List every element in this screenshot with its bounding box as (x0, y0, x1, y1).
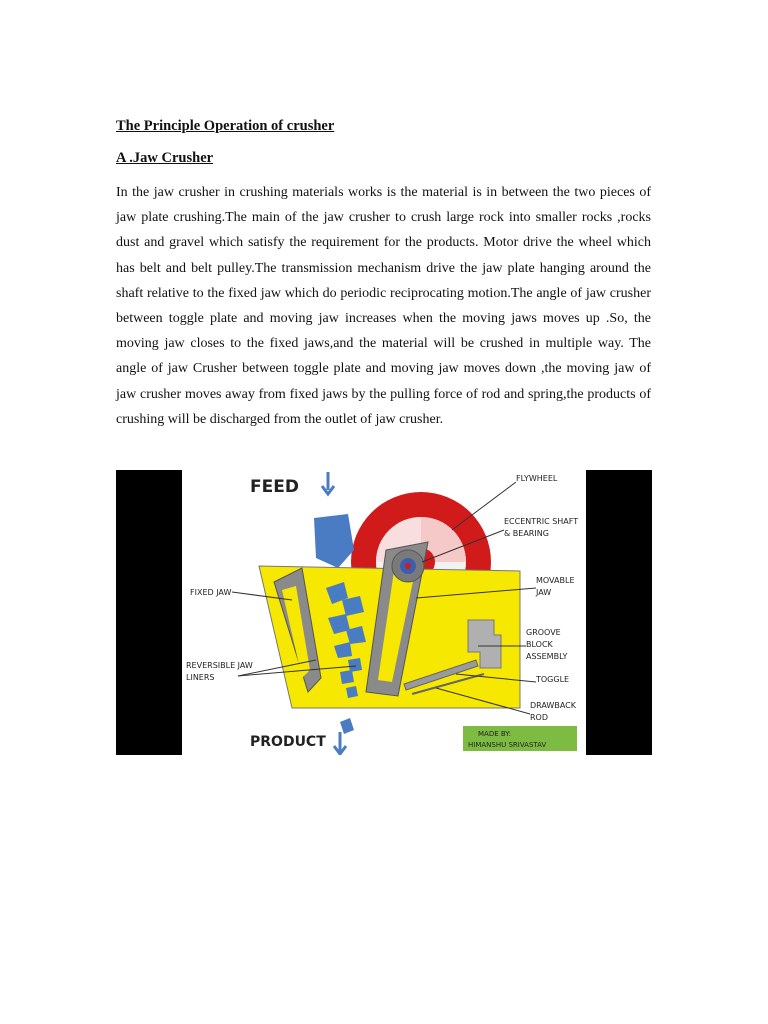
movable-label: MOVABLE (536, 576, 575, 585)
movable-jaw-label: JAW (536, 588, 552, 597)
product-label: PRODUCT (250, 734, 326, 750)
body-paragraph: In the jaw crusher in crushing materials works is the material is in between the two pieces of jaw plate crushing.The main of the jaw crusher to crush large rock into smaller rocks ,rocks dust and gravel which satisfy the requirement for the products. Motor drive the wheel which has belt and belt pulley.The transmission mechanism drive the jaw plate hanging around the shaft relative to the fixed jaw which do periodic reciprocating motion.The angle of jaw crusher between toggle plate and moving jaw increases when the moving jaws moves up .So, the moving jaw closes to the fixed jaws,and the material will be crushed in multiple way. The angle of jaw Crusher between toggle plate and moving jaw moves down ,the moving jaw of jaw crusher moves away from fixed jaws by the pulling force of rod and spring,the products of crushing will be discharged from the outlet of jaw crusher. (116, 185, 651, 427)
drawback-label: DRAWBACK (530, 701, 576, 710)
reversible-jaw-label: REVERSIBLE JAW (186, 661, 253, 670)
credit-author: HIMANSHU SRIVASTAV (468, 741, 547, 749)
section-heading: A .Jaw Crusher (116, 150, 214, 166)
fixed-jaw-label: FIXED JAW (190, 588, 232, 597)
toggle-label: TOGGLE (536, 675, 570, 684)
bearing-label: & BEARING (504, 529, 549, 538)
flywheel-label: FLYWHEEL (516, 474, 558, 483)
assembly-label: ASSEMBLY (526, 652, 568, 661)
document-title: The Principle Operation of crusher (116, 118, 335, 134)
credit-made-by: MADE BY: (478, 730, 511, 738)
liners-label: LINERS (186, 673, 215, 682)
eccentric-shaft-label: ECCENTRIC SHAFT (504, 517, 579, 526)
block-label: BLOCK (526, 640, 553, 649)
feed-label: FEED (250, 477, 299, 497)
drawback-rod-label: ROD (530, 713, 549, 722)
groove-label: GROOVE (526, 628, 561, 637)
jaw-crusher-diagram (116, 470, 652, 755)
diagram-canvas (116, 470, 652, 755)
